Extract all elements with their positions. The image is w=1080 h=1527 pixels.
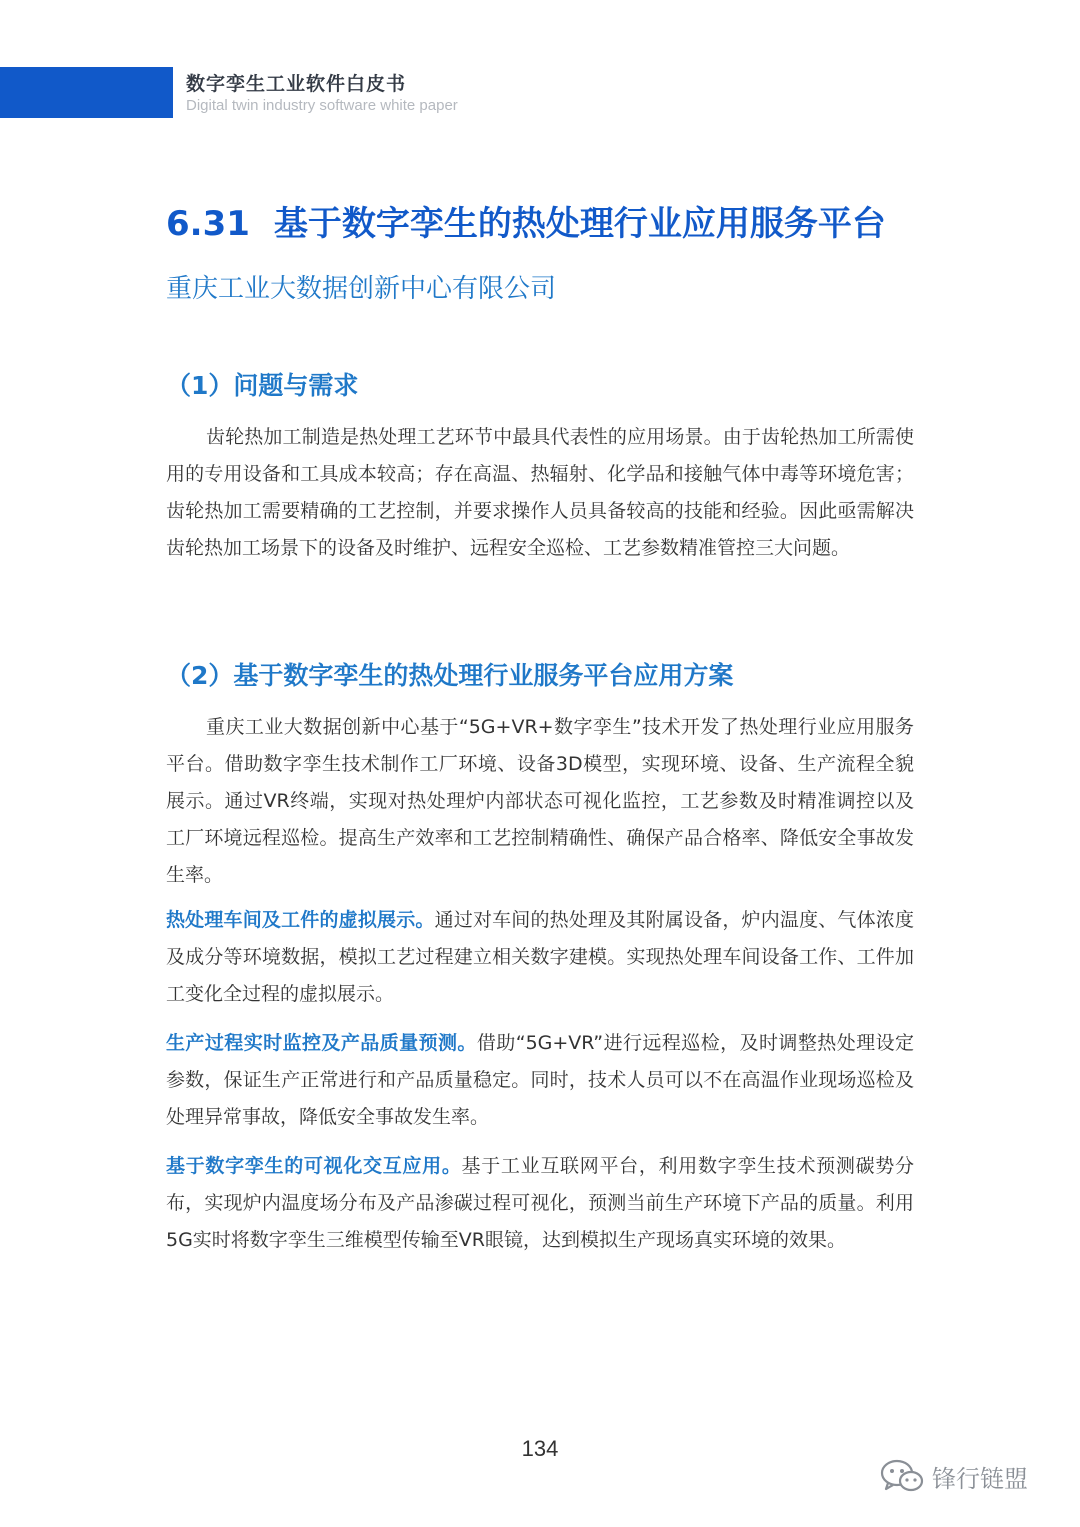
list-item — [166, 1148, 914, 1259]
part1-paragraph: 齿轮热加工制造是热处理工艺环节中最具代表性的应用场景。由于齿轮热加工所需使用的专用设备和工具成本较高；存在高温、热辐射、化学品和接触气体中毒等环境危害；齿轮热加工需要精确的工艺控制，并要求操作人员具备较高的技能和经验。因此亟需解决齿轮热加工场景下的设备及时维护、远程安全巡检、工艺参数精准管控三大问题。 — [166, 426, 914, 559]
header-color-block — [0, 67, 173, 118]
list-item — [166, 1025, 914, 1136]
page-number: 134 — [521, 1436, 559, 1461]
section-title-text: 基于数字孪生的热处理行业应用服务平台 — [273, 204, 886, 244]
header-subtitle: Digital twin industry software white paper — [186, 97, 458, 114]
company-name: 重庆工业大数据创新中心有限公司 — [166, 274, 557, 304]
item-text: 基于工业互联网平台，利用数字孪生技术预测碳势分布，实现炉内温度场分布及产品渗碳过程可视化，预测当前生产环境下产品的质量。利用5G实时将数字孪生三维模型传输至VR眼镜，达到模拟生产现场真实环境的效果。 — [166, 1155, 914, 1251]
part2-intro-paragraph: 重庆工业大数据创新中心基于“5G+VR+数字孪生”技术开发了热处理行业应用服务平台。借助数字孪生技术制作工厂环境、设备3D模型，实现环境、设备、生产流程全貌展示。通过VR终端，实现对热处理炉内部状态可视化监控，工艺参数及时精准调控以及工厂环境远程巡检。提高生产效率和工艺控制精确性、确保产品合格率、降低安全事故发生率。 — [166, 716, 914, 886]
item-lead: 生产过程实时监控及产品质量预测。 — [166, 1032, 477, 1054]
section-number: 6.31 — [166, 204, 250, 244]
header-title: 数字孪生工业软件白皮书 — [186, 73, 407, 95]
watermark-text: 锋行链盟 — [932, 1464, 1028, 1493]
part1-heading: （1）问题与需求 — [166, 371, 359, 400]
list-item — [166, 902, 914, 1013]
item-lead: 基于数字孪生的可视化交互应用。 — [166, 1155, 462, 1177]
section-title — [166, 196, 886, 245]
item-lead: 热处理车间及工件的虚拟展示。 — [166, 909, 435, 931]
watermark — [880, 1458, 1028, 1494]
wechat-icon — [880, 1458, 924, 1494]
item-text: 通过对车间的热处理及其附属设备，炉内温度、气体浓度及成分等环境数据，模拟工艺过程建立相关数字建模。实现热处理车间设备工作、工件加工变化全过程的虚拟展示。 — [166, 909, 914, 1005]
item-text: 借助“5G+VR”进行远程巡检，及时调整热处理设定参数，保证生产正常进行和产品质量稳定。同时，技术人员可以不在高温作业现场巡检及处理异常事故，降低安全事故发生率。 — [166, 1032, 914, 1128]
part2-heading: （2）基于数字孪生的热处理行业服务平台应用方案 — [166, 661, 734, 690]
